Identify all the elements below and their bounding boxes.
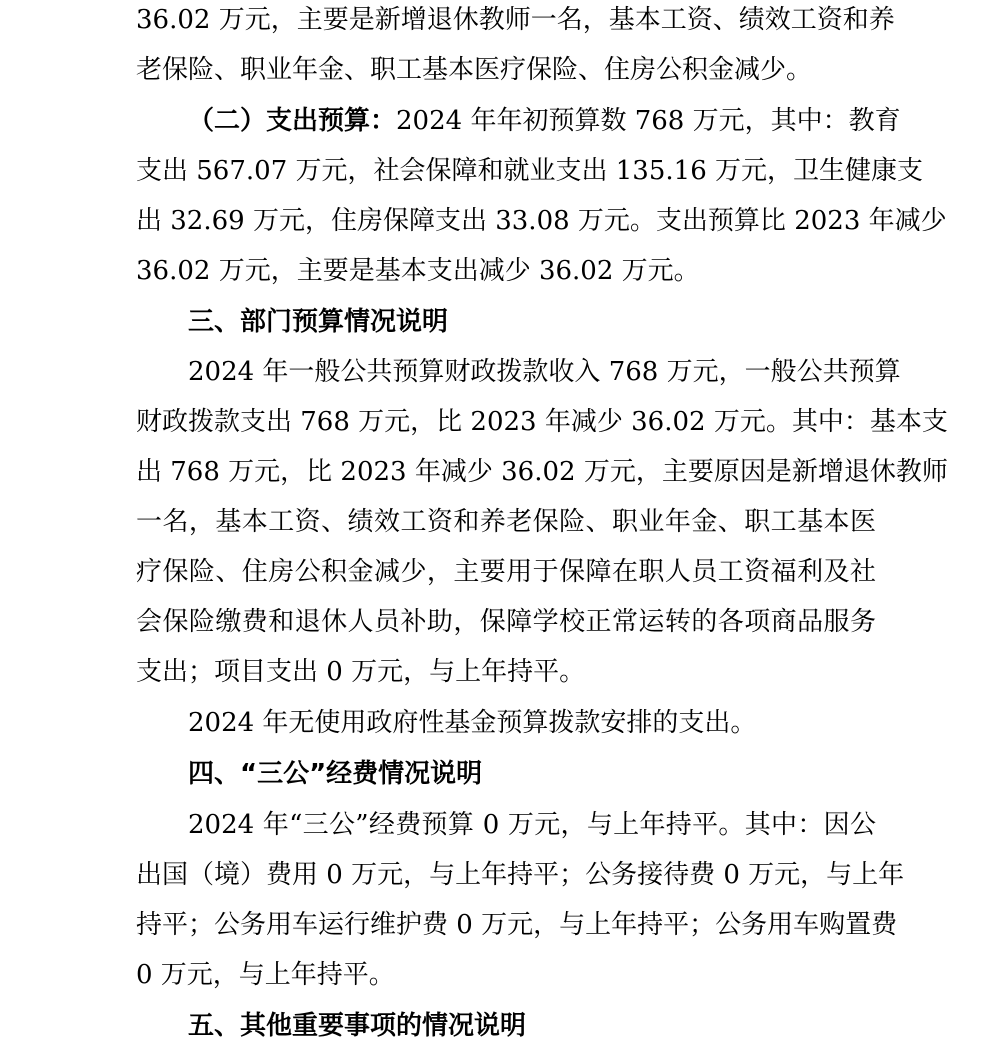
paragraph-line: 一名，基本工资、绩效工资和养老保险、职业年金、职工基本医 [136,507,876,537]
paragraph-line: 会保险缴费和退休人员补助，保障学校正常运转的各项商品服务 [136,607,876,637]
paragraph-line: 出 32.69 万元，住房保障支出 33.08 万元。支出预算比 2023 年减少 [136,206,947,236]
paragraph-line: 支出；项目支出 0 万元，与上年持平。 [136,657,586,687]
paragraph-line: 2024 年无使用政府性基金预算拨款安排的支出。 [188,708,757,738]
paragraph-line: 2024 年一般公共预算财政拨款收入 768 万元，一般公共预算 [188,357,901,387]
section-heading-3: 三、部门预算情况说明 [188,307,449,337]
paragraph-line: 0 万元，与上年持平。 [136,960,395,990]
paragraph-line: 老保险、职业年金、职工基本医疗保险、住房公积金减少。 [136,55,813,85]
paragraph-line: 持平；公务用车运行维护费 0 万元，与上年持平；公务用车购置费 [136,910,898,940]
paragraph-line: 出 768 万元，比 2023 年减少 36.02 万元，主要原因是新增退休教师 [136,457,948,487]
section-heading-4: 四、“三公”经费情况说明 [188,759,483,789]
paragraph-line: 支出 567.07 万元，社会保障和就业支出 135.16 万元，卫生健康支 [136,156,924,186]
paragraph-line: 疗保险、住房公积金减少，主要用于保障在职人员工资福利及社 [136,557,876,587]
paragraph-line: 36.02 万元，主要是新增退休教师一名，基本工资、绩效工资和养 [136,5,895,35]
expenditure-budget-line [188,96,901,146]
expenditure-budget-text: 2024 年年初预算数 768 万元，其中：教育 [396,106,901,136]
paragraph-line: 财政拨款支出 768 万元，比 2023 年减少 36.02 万元。其中：基本支 [136,407,948,437]
paragraph-line: 2024 年“三公”经费预算 0 万元，与上年持平。其中：因公 [188,810,876,840]
expenditure-budget-label: （二）支出预算： [188,106,397,136]
section-heading-5: 五、其他重要事项的情况说明 [188,1011,527,1041]
paragraph-line: 36.02 万元，主要是基本支出减少 36.02 万元。 [136,256,700,286]
paragraph-line: 出国（境）费用 0 万元，与上年持平；公务接待费 0 万元，与上年 [136,860,905,890]
